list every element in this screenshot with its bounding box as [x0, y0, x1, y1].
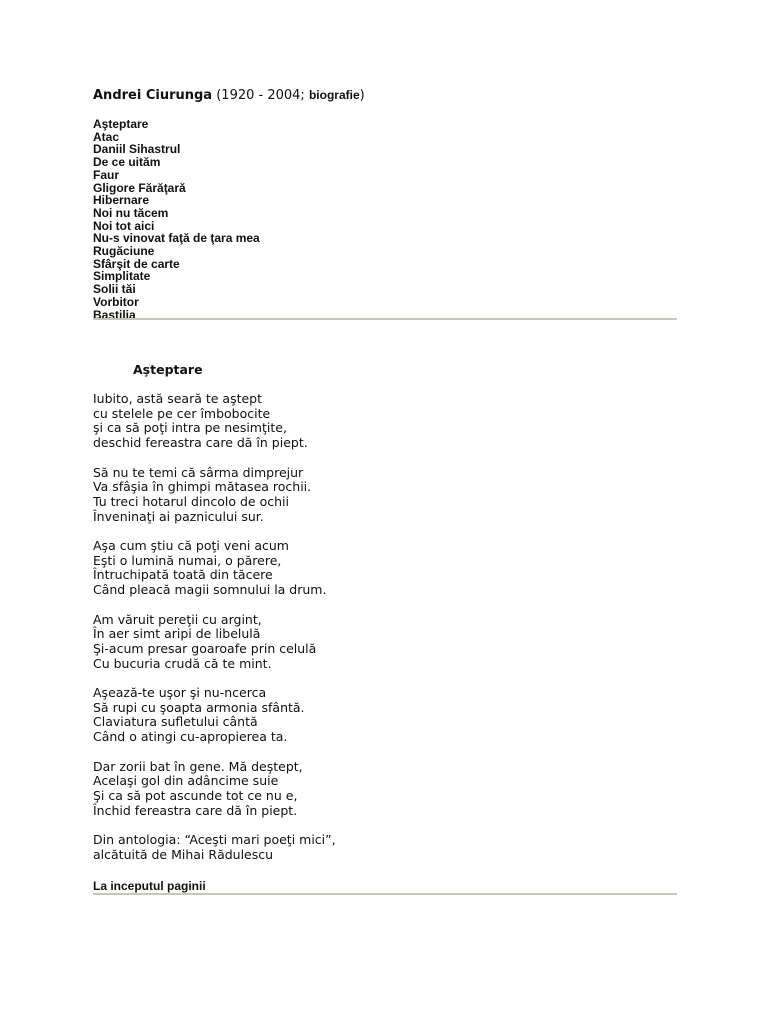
toc-link-hibernare[interactable]: Hibernare [93, 193, 150, 208]
stanza [93, 539, 677, 598]
author-name: Andrei Ciurunga [93, 88, 213, 103]
poem-line: Să nu te temi că sârma dimprejur [93, 464, 304, 480]
poem-body [93, 392, 677, 862]
poem-line: Când o atingi cu-apropierea ta. [93, 729, 288, 745]
divider-bottom [93, 893, 677, 895]
stanza [93, 392, 677, 451]
poem-line: Dar zorii bat în gene. Mă deştept, [93, 758, 303, 774]
author-header [93, 86, 677, 105]
poem-line: Aşează-te uşor şi nu-ncerca [93, 685, 267, 700]
poem-line: În aer simt aripi de libelulă [93, 626, 261, 642]
toc-link-nu-s-vinovat[interactable]: Nu-s vinovat faţă de ţara mea [93, 231, 260, 246]
toc-link-noi-tot-aici[interactable]: Noi tot aici [93, 218, 155, 233]
poem-index [93, 118, 677, 321]
biography-link[interactable]: biografie [308, 88, 360, 102]
poem-line: Eşti o lumină numai, o părere, [93, 552, 282, 568]
stanza [93, 760, 677, 819]
toc-link-vorbitor[interactable]: Vorbitor [93, 294, 139, 309]
toc-link-daniil-sihastrul[interactable]: Daniil Sihastrul [93, 142, 181, 157]
toc-link-noi-nu-tacem[interactable]: Noi nu tăcem [93, 205, 169, 220]
poem-line: şi ca să poţi intra pe nesimţite, [93, 420, 287, 436]
poem-line: Aşa cum ştiu că poţi veni acum [93, 538, 289, 553]
toc-link-rugaciune[interactable]: Rugăciune [93, 244, 155, 259]
poem-line: Iubito, astă seară te aştept [93, 391, 263, 406]
poem-line: Şi ca să pot ascunde tot ce nu e, [93, 787, 298, 803]
anthology-source [93, 833, 677, 862]
stanza [93, 613, 677, 672]
source-line: alcătuită de Mihai Rădulescu [93, 846, 274, 862]
toc-link-simplitate[interactable]: Simplitate [93, 269, 151, 284]
poem-line: Tu treci hotarul dincolo de ochii [93, 493, 289, 509]
toc-link-sfarsit-de-carte[interactable]: Sfârşit de carte [93, 256, 180, 271]
poem-line: Va sfâşia în ghimpi mătasea rochii. [93, 479, 312, 495]
poem-line: Întruchipată toată din tăcere [93, 567, 273, 583]
poem-line: Claviatura sufletului cântă [93, 714, 258, 730]
toc-link-gligore-faratara[interactable]: Gligore Fărăţară [93, 180, 186, 195]
back-to-top-link[interactable]: La inceputul paginii [93, 879, 206, 893]
poem-line: cu stelele pe cer îmbobocite [93, 405, 271, 421]
poem-line: Să rupi cu şoapta armonia sfântă. [93, 699, 305, 715]
divider-top [93, 318, 677, 320]
toc-link-solii-tai[interactable]: Solii tăi [93, 282, 136, 297]
toc-link-bastilia[interactable]: Bastilia [93, 307, 136, 322]
toc-link-atac[interactable]: Atac [93, 129, 120, 144]
poem-line: Când pleacă magii somnului la drum. [93, 582, 327, 598]
poem-line: Înveninaţi ai paznicului sur. [93, 508, 264, 524]
stanza [93, 466, 677, 525]
poem-line: Închid fereastra care dă în piept. [93, 802, 298, 818]
author-dates-open: (1920 - 2004; [216, 88, 309, 103]
poem-line: Cu bucuria crudă că te mint. [93, 655, 272, 671]
author-dates-close: ) [359, 88, 365, 103]
toc-link-de-ce-uitam[interactable]: De ce uităm [93, 155, 161, 170]
poem-title: Aşteptare [133, 362, 203, 377]
toc-link-faur[interactable]: Faur [93, 167, 120, 182]
poem-line: Am văruit pereţii cu argint, [93, 611, 262, 627]
toc-link-asteptare[interactable]: Aşteptare [93, 117, 149, 131]
source-line: Din antologia: “Aceşti mari poeţi mici”, [93, 832, 336, 847]
poem-line: Acelaşi gol din adâncime suie [93, 773, 279, 789]
page-content [93, 86, 677, 321]
poem-line: deschid fereastra care dă în piept. [93, 435, 308, 451]
stanza [93, 686, 677, 745]
poem-line: Şi-acum presar goaroafe prin celulă [93, 640, 317, 656]
